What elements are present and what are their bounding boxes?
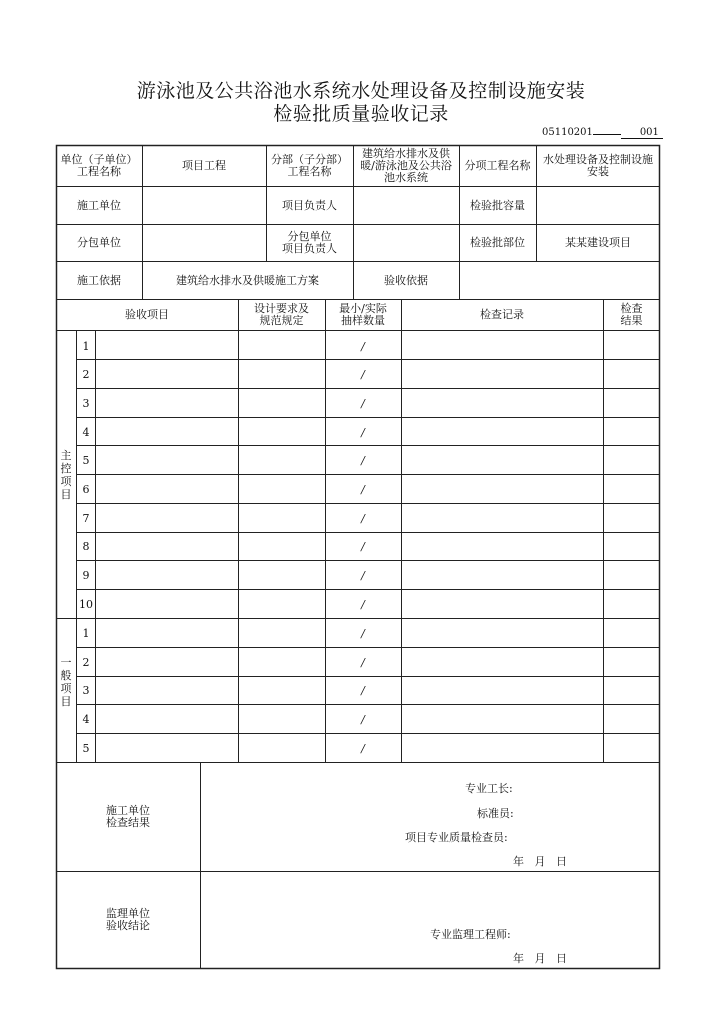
form-title-line2: 检验批质量验收记录 xyxy=(273,103,449,125)
main-row-number: 2 xyxy=(82,368,90,381)
standard-officer-signature[interactable]: 标准员: xyxy=(477,807,514,820)
sample-slash: / xyxy=(361,684,365,697)
division-name-value[interactable]: 建筑给水排水及供 暖/游泳池及公共浴 池水系统 xyxy=(360,147,452,184)
code-number: 05110201 xyxy=(542,127,593,138)
batch-location-value[interactable]: 某某建设项目 xyxy=(565,236,631,249)
main-row-number: 8 xyxy=(82,540,90,553)
main-row-number: 5 xyxy=(82,454,90,467)
sample-slash: / xyxy=(361,569,365,582)
sample-slash: / xyxy=(361,426,365,439)
acceptance-basis-label: 验收依据 xyxy=(384,273,428,287)
construction-check-date[interactable]: 年 月 日 xyxy=(513,855,567,868)
batch-capacity-value[interactable] xyxy=(536,187,660,224)
col-header-item: 验收项目 xyxy=(125,308,169,321)
sub-manager-value[interactable] xyxy=(353,225,459,261)
main-row-number: 3 xyxy=(82,397,90,410)
supervision-date[interactable]: 年 月 日 xyxy=(513,952,567,965)
unit-name-label: 单位（子单位） 工程名称 xyxy=(60,153,138,178)
col-header-sample: 最小/实际 抽样数量 xyxy=(339,302,387,327)
construction-unit-value[interactable] xyxy=(142,187,266,224)
general-row-number: 3 xyxy=(82,684,90,697)
unit-name-value[interactable]: 项目工程 xyxy=(182,159,226,172)
quality-inspector-signature[interactable]: 项目专业质量检查员: xyxy=(405,831,508,844)
batch-capacity-label: 检验批容量 xyxy=(470,198,525,212)
main-row-number: 10 xyxy=(79,598,93,611)
code-sequence: 001 xyxy=(621,127,663,139)
main-control-label: 主控项目 xyxy=(60,449,72,501)
project-manager-value[interactable] xyxy=(353,187,459,224)
subcontractor-label: 分包单位 xyxy=(77,236,121,249)
sample-slash: / xyxy=(361,397,365,410)
supervision-label: 监理单位 验收结论 xyxy=(106,907,150,932)
col-header-record: 检查记录 xyxy=(480,308,524,321)
sample-slash: / xyxy=(361,713,365,726)
division-name-label: 分部（子分部） 工程名称 xyxy=(271,153,348,178)
sample-slash: / xyxy=(361,627,365,640)
general-row-number: 1 xyxy=(82,627,90,640)
sample-slash: / xyxy=(361,656,365,669)
foreman-signature[interactable]: 专业工长: xyxy=(465,782,513,795)
form-title-line1: 游泳池及公共浴池水系统水处理设备及控制设施安装 xyxy=(136,80,586,102)
main-row-number: 1 xyxy=(82,340,90,353)
sample-slash: / xyxy=(361,742,365,755)
sample-slash: / xyxy=(361,512,365,525)
main-row-number: 6 xyxy=(82,483,90,496)
project-manager-label: 项目负责人 xyxy=(282,198,337,212)
construction-check-label: 施工单位 检查结果 xyxy=(106,804,150,829)
subitem-name-value[interactable]: 水处理设备及控制设施 安装 xyxy=(543,153,653,178)
sample-slash: / xyxy=(361,540,365,553)
acceptance-basis-value[interactable] xyxy=(459,262,660,299)
general-row-number: 4 xyxy=(82,713,90,726)
sample-slash: / xyxy=(361,483,365,496)
col-header-design: 设计要求及 规范规定 xyxy=(254,302,309,327)
construction-basis-value[interactable]: 建筑给水排水及供暖施工方案 xyxy=(176,273,319,287)
sample-slash: / xyxy=(361,454,365,467)
sample-slash: / xyxy=(361,598,365,611)
supervision-engineer-signature[interactable]: 专业监理工程师: xyxy=(430,928,511,941)
construction-unit-label: 施工单位 xyxy=(77,198,121,212)
main-row-number: 9 xyxy=(82,569,90,582)
sub-manager-label: 分包单位 项目负责人 xyxy=(282,230,337,255)
general-items-label: 一般项目 xyxy=(60,656,72,708)
sample-slash: / xyxy=(361,340,365,353)
construction-basis-label: 施工依据 xyxy=(77,273,121,287)
subcontractor-value[interactable] xyxy=(142,225,266,261)
sample-slash: / xyxy=(361,368,365,381)
subitem-name-label: 分项工程名称 xyxy=(464,159,531,172)
batch-location-label: 检验批部位 xyxy=(470,236,525,249)
main-row-number: 4 xyxy=(82,426,90,439)
main-row-number: 7 xyxy=(82,512,90,525)
col-header-result: 检查 结果 xyxy=(620,302,643,327)
general-row-number: 5 xyxy=(82,742,90,755)
general-row-number: 2 xyxy=(82,656,90,669)
